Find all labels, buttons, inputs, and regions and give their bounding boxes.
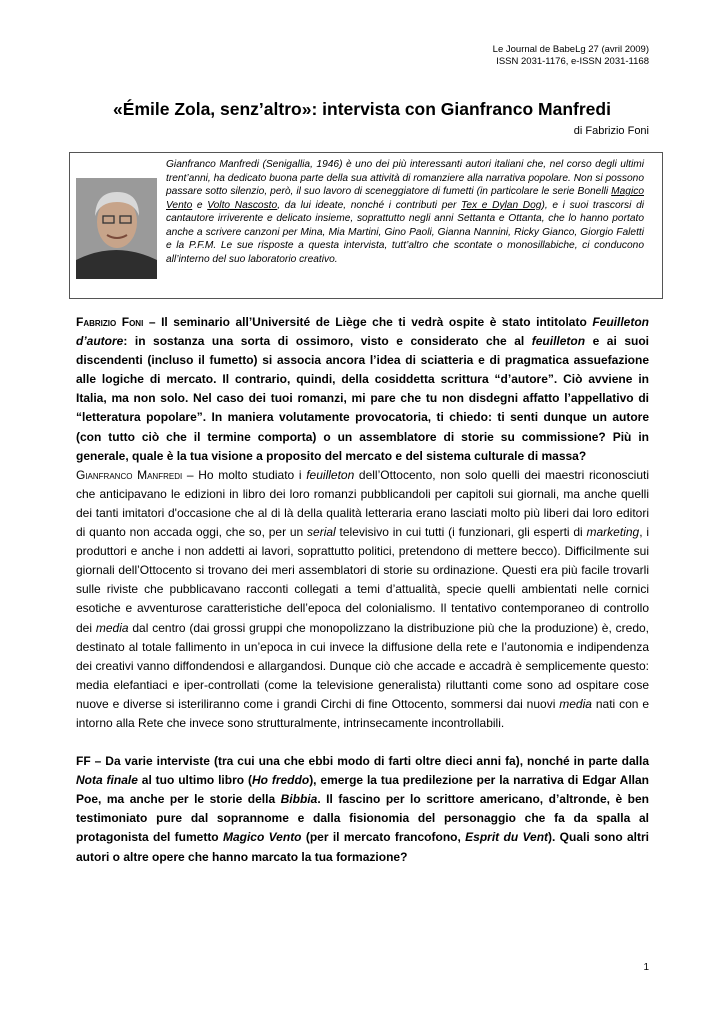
journal-header <box>493 44 649 68</box>
article-title: «Émile Zola, senz’altro»: intervista con Gianfranco Manfredi <box>113 99 611 119</box>
speaker-label: Fabrizio Foni <box>76 315 144 329</box>
speaker-label: FF <box>76 754 91 769</box>
speaker-label: Gianfranco Manfredi <box>76 467 183 482</box>
question-1: Fabrizio Foni – Il seminario all’Université de Liège che ti vedrà ospite è stato intitolato Feuilleton d’autore: in sostanza una sorta di ossimoro, visto e considerato che al feuilleton e ai suoi discendenti (incluso il fumetto) si associa ancora l’idea di sciatteria e di pragmatica assuefazione alle logiche di mercato. Il contrario, quindi, della cosiddetta scrittura “d’autore”. Ciò avviene in Italia, ma non solo. Nel caso dei tuoi romanzi, mi pare che tu non disdegni affatto l’appellativo di “letteratura popolare”. In maniera volutamente provocatoria, ti chiedo: ti senti dunque un autore (con tutto ciò che il termine comporta) o un assemblatore di storie su commissione? Più in generale, quale è la tua visione a proposito del mercato e del sistema culturale di massa? <box>76 315 650 463</box>
link-volto-nascosto[interactable]: Volto Nascosto <box>207 199 278 211</box>
interview-body <box>76 313 649 867</box>
article-author: di Fabrizio Foni <box>573 125 649 137</box>
abstract-box <box>69 152 663 299</box>
page-number: 1 <box>643 962 649 973</box>
link-tex-dylan-dog[interactable]: Tex e Dylan Dog <box>461 199 542 211</box>
journal-citation: Le Journal de BabeLg 27 (avril 2009) <box>492 44 649 55</box>
author-photo <box>76 178 157 279</box>
question-2: FF – Da varie interviste (tra cui una che ebbi modo di farti oltre dieci anni fa), nonché in parte dalla Nota finale al tuo ultimo libro (Ho freddo), emerge la tua predilezione per la narrativa di Edgar Allan Poe, ma anche per le storie della Bibbia. Il fascino per lo scrittore americano, d’altronde, è ben testimoniato pure dal soprannome e dalla fisionomia del personaggio che fa da spalla al protagonista del fumetto Magico Vento (per il mercato francofono, Esprit du Vent). Quali sono altri autori o altre opere che hanno marcato la tua formazione? <box>76 754 650 864</box>
journal-issn: ISSN 2031-1176, e-ISSN 2031-1168 <box>496 56 649 67</box>
answer-1: Gianfranco Manfredi – Ho molto studiato i feuilleton dell’Ottocento, non solo quelli dei maestri riconosciuti che anticipavano le edizioni in libro dei loro romanzi pubblicandoli per capitoli sui giornali, ma anche quelli dei tanti imitatori d'occasione che al di là della qualità letteraria erano lasciati molto più liberi dai loro editori di quanto non accada oggi, che so, per un serial televisivo in cui tutti (i funzionari, gli esperti di marketing, i produttori e anche i non addetti ai lavori, soprattutto politici, pretendono di mettere becco). Difficilmente sui giornali dell’Ottocento si trovano dei meri assemblatori di storie su ordinazione. Questi era più facile trovarli sulle riviste che pubblicavano racconti collegati a temi d’attualità, specie quelli ambientati nelle cornici esotiche e avventurose caratteristiche dell’epoca del colonialismo. Il tentativo contemporaneo di controllo dei media dal centro (dai grossi gruppi che monopolizzano la distribuzione più che la produzione) è, credo, destinato al totale fallimento in un’epoca in cui invece la diffusione della rete e l’autonomia e indipendenza dei creativi vanno diffondendosi e allargandosi. Dunque ciò che accade e accadrà è semplicemente questo: media elefantiaci e iper-controllati (come la televisione generalista) riluttanti come sono ad ospitare cose nuove e diverse si isteriliranno come i grandi Circhi di fine Ottocento, sommersi dai nuovi media nati con e intorno alla Rete che invece sono strutturalmente, intrinsecamente incontrollabili. <box>76 467 650 730</box>
abstract-text: Gianfranco Manfredi (Senigallia, 1946) è uno dei più interessanti autori italiani che, nel corso degli ultimi trent’anni, ha dedicato buona parte della sua attività di romanziere alla narrativa popolare. Non si possono passare sotto silenzio, però, il suo lavoro di sceneggiatore di fumetti (in particolare le serie Bonelli Magico Vento e Volto Nascosto, da lui ideate, nonché i contributi per Tex e Dylan Dog), e i suoi trascorsi di cantautore irriverente e delicato insieme, soprattutto negli anni Settanta e Ottanta, che lo hanno portato anche a scrivere canzoni per Mina, Mia Martini, Gino Paoli, Gianna Nannini, Ricky Gianco, Giorgio Faletti e la P.F.M. Le sue risposte a questa intervista, tutt’altro che scontate o monosillabiche, ci conducono all’interno del suo laboratorio creativo. <box>166 159 644 265</box>
link-magico-vento[interactable]: Magico Vento <box>166 186 644 211</box>
